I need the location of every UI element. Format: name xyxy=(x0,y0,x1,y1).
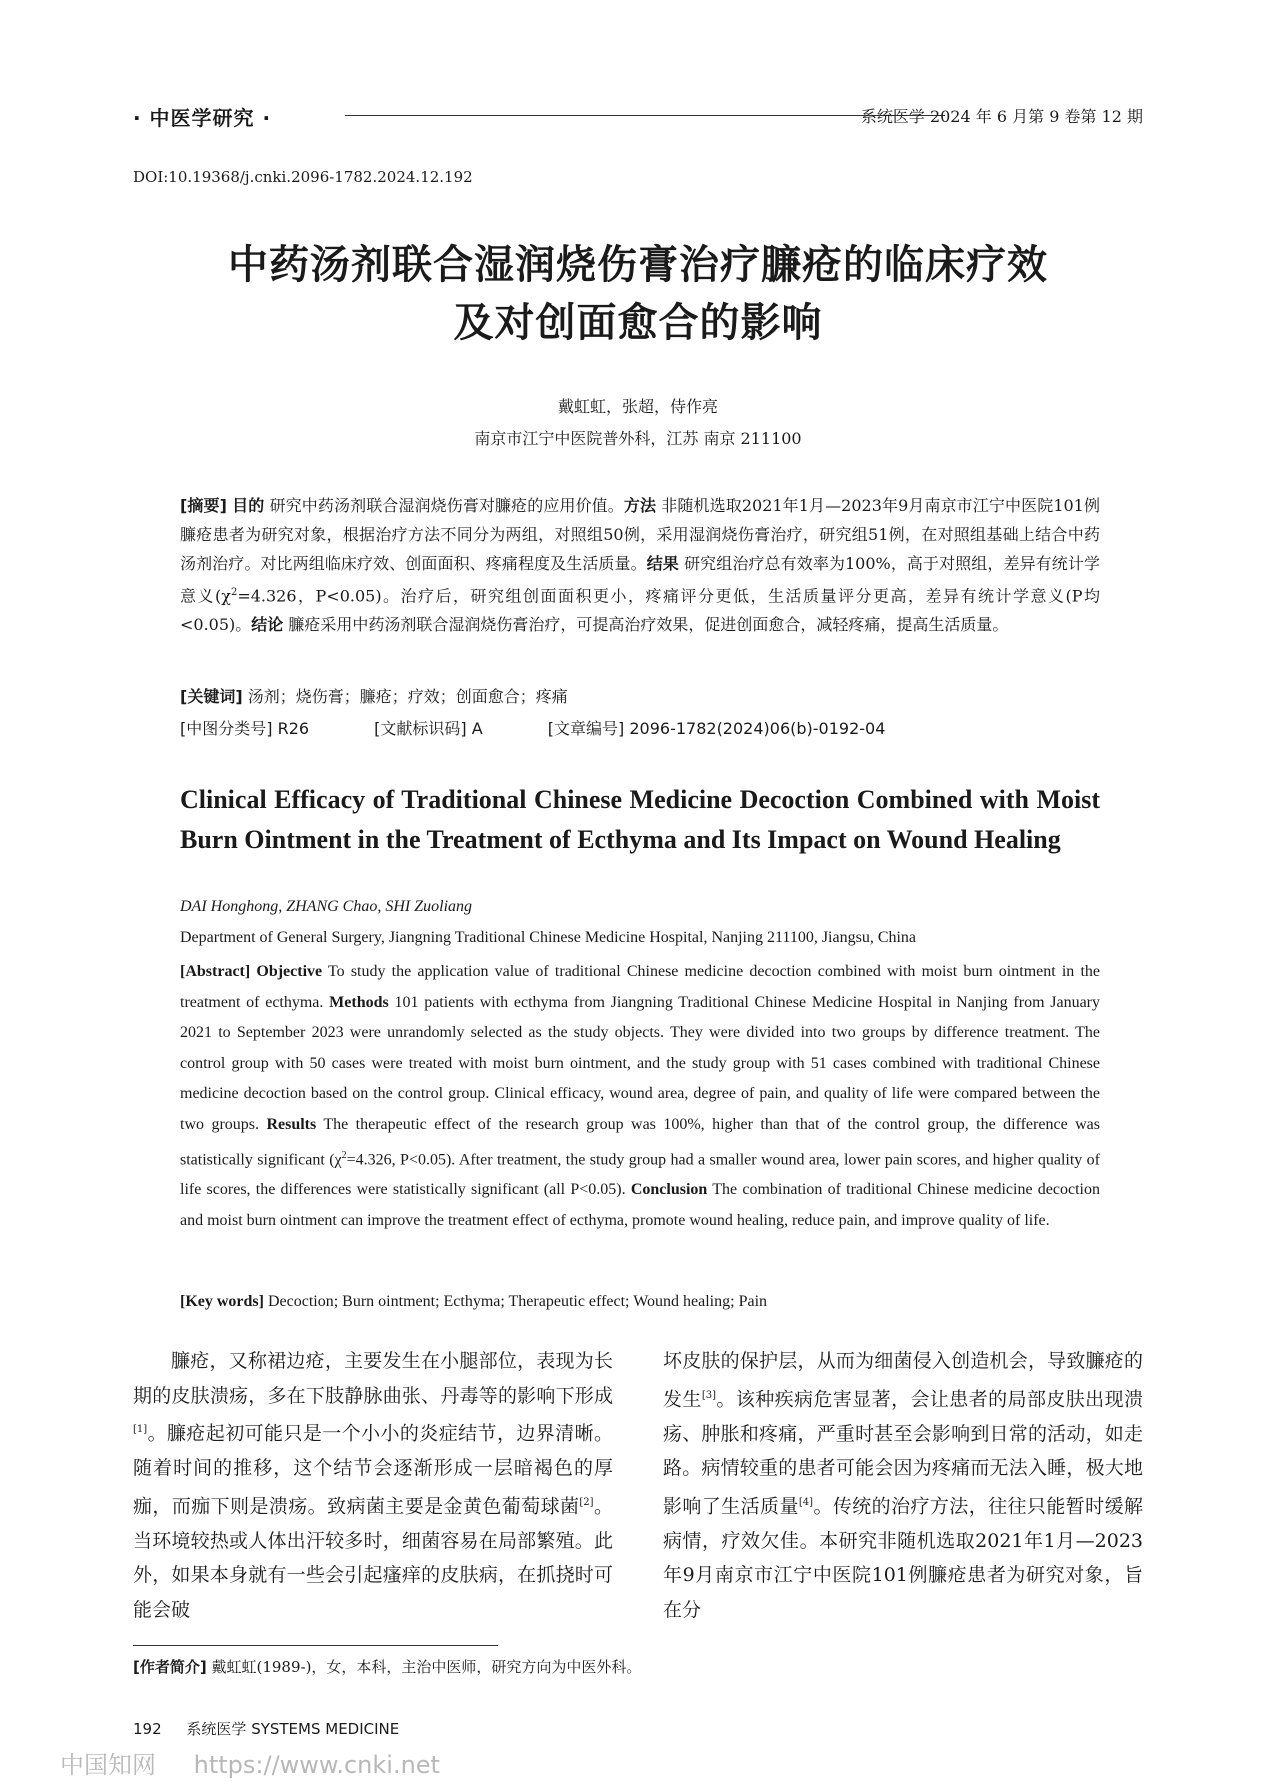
watermark-url[interactable]: https://www.cnki.net xyxy=(193,1751,440,1779)
methods-en-text: 101 patients with ecthyma from Jiangning Traditional Chinese Medicine Hospital in Nanjing from January 2021 to September 2023 were unrandomly selected as the study objects. They were divided into two groups by difference treatment. The control group with 50 cases were treated with moist burn ointment, and the study group with 51 cases combined with traditional Chinese medicine decoction based on the control group. Clinical efficacy, wound area, degree of pain, and quality of life were compared between the two groups. xyxy=(180,993,1101,1133)
conclusion-cn-label: 结论 xyxy=(251,615,284,635)
results-cn-text-b: =4.326，P<0.05)。治疗后，研究组创面面积更小，疼痛评分更低，生活质量评分更高，差异有统计学意义(P均<0.05)。 xyxy=(180,586,1100,635)
methods-cn-text: 非随机选取2021年1月—2023年9月南京市江宁中医院101例臁疮患者为研究对象，根据治疗方法不同分为两组，对照组50例，采用湿润烧伤膏治疗，研究组51例，在对照组基础上结合中药汤剂治疗。对比两组临床疗效、创面面积、疼痛程度及生活质量。 xyxy=(180,496,1100,573)
results-cn-sup: 2 xyxy=(230,587,238,598)
body-right-text-3: 。传统的治疗方法，往往只能暂时缓解病情，疗效欠佳。本研究非随机选取2021年1月—2023年9月南京市江宁中医院101例臁疮患者为研究对象，旨在分 xyxy=(663,1495,1143,1621)
doi[interactable]: DOI:10.19368/j.cnki.2096-1782.2024.12.192 xyxy=(133,168,473,186)
page-footer xyxy=(133,1718,399,1739)
objective-cn-text: 研究中药汤剂联合湿润烧伤膏对臁疮的应用价值。 xyxy=(264,496,624,515)
authors-en: DAI Honghong, ZHANG Chao, SHI Zuoliang xyxy=(180,898,473,915)
header-rule xyxy=(345,115,945,116)
title-cn xyxy=(80,236,1196,352)
results-en-label: Results xyxy=(266,1115,317,1133)
results-cn-text-a: 研究组治疗总有效率为100%，高于对照组，差异有统计学意义(χ xyxy=(180,554,1100,606)
body-left-text-2: 。臁疮起初可能只是一个小小的炎症结节，边界清晰。随着时间的推移，这个结节会逐渐形成一层暗褐色的厚痂，而痂下则是溃疡。致病菌主要是金黄色葡萄球菌 xyxy=(133,1422,613,1518)
objective-cn-label: 目的 xyxy=(232,496,265,515)
footnote-label: [作者简介] xyxy=(133,1658,207,1676)
keywords-en-label: [Key words] xyxy=(180,1293,264,1310)
results-en-text-a: The therapeutic effect of the research group was 100%, higher than that of the control group, the difference was statistically significant (χ xyxy=(180,1115,1100,1168)
article-number: [文章编号] 2096-1782(2024)06(b)-0192-04 xyxy=(547,719,886,738)
cnki-watermark xyxy=(60,1745,440,1780)
citation-4[interactable]: [4] xyxy=(798,1496,814,1508)
keywords-cn xyxy=(180,684,1100,707)
section-tag: · 中医学研究 · xyxy=(133,106,272,130)
clc-number: [中图分类号] R26 xyxy=(180,719,310,738)
objective-en-label: Objective xyxy=(256,963,323,980)
page-number: 192 xyxy=(133,1720,162,1738)
body-left-text-1: 臁疮，又称裙边疮，主要发生在小腿部位，表现为长期的皮肤溃疡，多在下肢静脉曲张、丹毒等的影响下形成 xyxy=(133,1350,613,1407)
article-meta-cn xyxy=(180,716,1100,739)
conclusion-en-label: Conclusion xyxy=(630,1181,708,1199)
conclusion-cn-text: 臁疮采用中药汤剂联合湿润烧伤膏治疗，可提高治疗效果，促进创面愈合，减轻疼痛，提高生活质量。 xyxy=(283,615,1009,635)
body-right-text-1: 坏皮肤的保护层，从而为细菌侵入创造机会，导致臁疮的发生 xyxy=(663,1350,1143,1410)
body-right-text-2: 。该种疾病危害显著，会让患者的局部皮肤出现溃疡、肿胀和疼痛，严重时甚至会影响到日常的活动，如走路。病情较重的患者可能会因为疼痛而无法入睡，极大地影响了生活质量 xyxy=(663,1387,1143,1518)
citation-3[interactable]: [3] xyxy=(701,1389,716,1401)
abstract-en xyxy=(180,957,1100,1237)
affiliation-en: Department of General Surgery, Jiangning Traditional Chinese Medicine Hospital, Nanjing 211100, Jiangsu, China xyxy=(180,929,917,946)
citation-2[interactable]: [2] xyxy=(579,1496,594,1508)
keywords-en-text: Decoction; Burn ointment; Ecthyma; Therapeutic effect; Wound healing; Pain xyxy=(263,1293,768,1310)
footer-journal: 系统医学 SYSTEMS MEDICINE xyxy=(186,1720,400,1738)
methods-cn-label: 方法 xyxy=(623,496,657,515)
abstract-en-label: [Abstract] xyxy=(180,963,251,980)
running-header xyxy=(133,102,1143,132)
title-en: Clinical Efficacy of Traditional Chinese Medicine Decoction Combined with Moist Burn Ointment in the Treatment of Ecthyma and Its Impact on Wound Healing xyxy=(180,785,1100,854)
keywords-cn-text: 汤剂；烧伤膏；臁疮；疗效；创面愈合；疼痛 xyxy=(242,687,568,706)
body-left-text-3: 。当环境较热或人体出汗较多时，细菌容易在局部繁殖。此外，如果本身就有一些会引起瘙痒的皮肤病，在抓挠时可能会破 xyxy=(133,1495,613,1621)
citation-1[interactable]: [1] xyxy=(133,1424,148,1436)
keywords-cn-label: [关键词] xyxy=(180,687,243,706)
journal-info: 系统医学 2024 年 6 月第 9 卷第 12 期 xyxy=(860,107,1143,126)
document-code: [文献标识码] A xyxy=(374,719,483,738)
body-column-left xyxy=(133,1344,613,1627)
abstract-cn xyxy=(180,491,1100,639)
title-cn-line1: 中药汤剂联合湿润烧伤膏治疗臁疮的临床疗效 xyxy=(228,241,1048,288)
keywords-en xyxy=(180,1293,1100,1311)
title-cn-line2: 及对创面愈合的影响 xyxy=(453,299,823,346)
watermark-cn: 中国知网 xyxy=(60,1751,156,1779)
objective-en-text: To study the application value of traditional Chinese medicine decoction combined with moist burn ointment in the treatment of ecthyma. xyxy=(180,963,1101,1011)
authors-cn: 戴虹虹，张超，侍作亮 xyxy=(557,397,718,416)
results-en-text-b: =4.326, P<0.05). After treatment, the study group had a smaller wound area, lower pain scores, and higher quality of life scores, the differences were statistically significant (all P<0.05). xyxy=(180,1150,1101,1199)
affiliation-cn: 南京市江宁中医院普外科，江苏 南京 211100 xyxy=(474,429,802,448)
body-column-right xyxy=(663,1344,1143,1627)
abstract-cn-label: [摘要] xyxy=(180,496,227,515)
results-cn-label: 结果 xyxy=(646,554,679,573)
conclusion-en-text: The combination of traditional Chinese medicine decoction and moist burn ointment can improve the treatment effect of ecthyma, promote wound healing, reduce pain, and improve quality of life. xyxy=(180,1181,1100,1230)
methods-en-label: Methods xyxy=(329,993,389,1011)
footnote-text: 戴虹虹(1989-)，女，本科，主治中医师，研究方向为中医外科。 xyxy=(206,1658,642,1676)
results-en-sup: 2 xyxy=(341,1149,347,1161)
footnote-rule xyxy=(133,1645,498,1646)
author-footnote xyxy=(133,1656,641,1677)
